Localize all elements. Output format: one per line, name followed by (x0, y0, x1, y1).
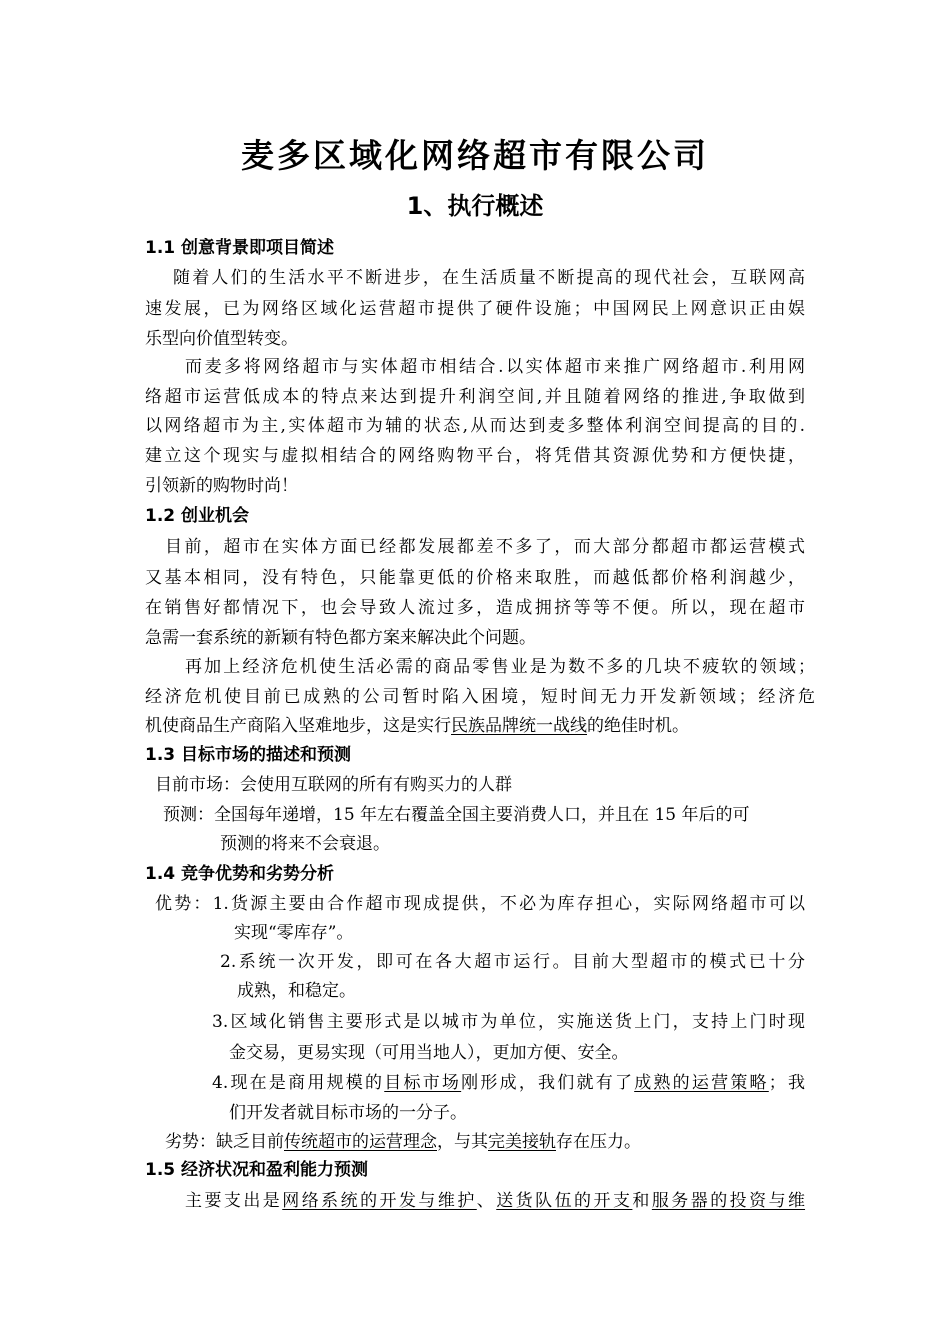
heading-1-4: 1.4 竞争优势和劣势分析 (145, 864, 335, 884)
underlined-text: 成熟的运营策略 (634, 1073, 769, 1093)
paragraph-line: 再加上经济危机使生活必需的商品零售业是为数不多的几块不疲软的领域； (185, 657, 815, 677)
list-item: 2.系统一次开发，即可在各大超市运行。目前大型超市的模式已十分 (220, 952, 805, 972)
text-run: ，与其 (437, 1132, 488, 1152)
text-run: 刚形成，我们就有了 (461, 1073, 635, 1093)
paragraph-line (145, 711, 689, 736)
underlined-text: 网络系统的开发与维护 (282, 1191, 477, 1211)
paragraph-line: 络超市运营低成本的特点来达到提升利润空间,并且随着网络的推进,争取做到 (145, 387, 805, 407)
list-item: 成熟，和稳定。 (237, 981, 356, 1001)
paragraph-line: 乐型向价值型转变。 (145, 329, 298, 349)
underlined-text: 民族品牌统一战线 (451, 716, 587, 736)
text-run: 存在压力。 (556, 1132, 641, 1152)
paragraph-line: 而麦多将网络超市与实体超市相结合.以实体超市来推广网络超市.利用网 (185, 357, 805, 377)
paragraph-line: 随着人们的生活水平不断进步，在生活质量不断提高的现代社会，互联网高 (173, 268, 805, 288)
paragraph-line: 急需一套系统的新颖有特色都方案来解决此个问题。 (145, 628, 536, 648)
text-run: 主要支出是 (185, 1191, 283, 1211)
paragraph-line: 目前市场：会使用互联网的所有有购买力的人群 (155, 775, 512, 795)
list-item: 们开发者就目标市场的一分子。 (229, 1103, 467, 1123)
underlined-text: 送货队伍的开支 (496, 1191, 633, 1211)
list-item: 3.区域化销售主要形式是以城市为单位，实施送货上门，支持上门时现 (212, 1012, 805, 1032)
text-run: ；我 (768, 1073, 806, 1093)
text-run: 4.现在是商用规模的 (212, 1073, 385, 1093)
text-run: 和 (632, 1191, 652, 1211)
paragraph-line: 在销售好都情况下，也会导致人流过多，造成拥挤等等不便。所以，现在超市 (145, 598, 805, 618)
text-run: 机使商品生产商陷入坚难地步，这是实行 (145, 716, 451, 736)
paragraph-line: 以网络超市为主,实体超市为辅的状态,从而达到麦多整体利润空间提高的目的. (145, 416, 805, 436)
underlined-text: 完美接轨 (488, 1132, 556, 1152)
paragraph-line: 预测：全国每年递增，15 年左右覆盖全国主要消费人口，并且在 15 年后的可 (163, 805, 750, 825)
underlined-text: 传统超市的运营理念 (284, 1132, 437, 1152)
paragraph-line: 引领新的购物时尚！ (145, 476, 298, 496)
list-item (212, 1068, 805, 1093)
text-run: 、 (476, 1191, 497, 1211)
paragraph-line: 目前，超市在实体方面已经都发展都差不多了，而大部分都超市都运营模式 (165, 537, 805, 557)
list-item: 金交易，更易实现（可用当地人），更加方便、安全。 (229, 1043, 629, 1063)
text-run: 劣势：缺乏目前 (165, 1132, 284, 1152)
paragraph-line: 速发展，已为网络区域化运营超市提供了硬件设施；中国网民上网意识正由娱 (145, 299, 805, 319)
underlined-text: 目标市场 (384, 1073, 462, 1093)
paragraph-line (165, 1127, 641, 1152)
heading-1-3: 1.3 目标市场的描述和预测 (145, 745, 352, 765)
underlined-text: 服务器的投资与维 (651, 1191, 806, 1211)
paragraph-line: 建立这个现实与虚拟相结合的网络购物平台，将凭借其资源优势和方便快捷， (145, 446, 805, 466)
paragraph-line (185, 1186, 805, 1211)
document-title: 麦多区域化网络超市有限公司 (241, 136, 709, 175)
list-item: 优势：1.货源主要由合作超市现成提供，不必为库存担心，实际网络超市可以 (155, 894, 805, 914)
text-run: 的绝佳时机。 (587, 716, 689, 736)
section-title: 1、执行概述 (406, 192, 544, 220)
paragraph-line: 预测的将来不会衰退。 (220, 834, 390, 854)
list-item: 实现“零库存”。 (234, 923, 354, 943)
heading-1-2: 1.2 创业机会 (145, 506, 250, 526)
paragraph-line: 又基本相同，没有特色，只能靠更低的价格来取胜，而越低都价格利润越少， (145, 568, 805, 588)
heading-1-1: 1.1 创意背景即项目简述 (145, 238, 335, 258)
paragraph-line: 经济危机使目前已成熟的公司暂时陷入困境，短时间无力开发新领域；经济危 (145, 687, 815, 707)
heading-1-5: 1.5 经济状况和盈利能力预测 (145, 1160, 369, 1180)
